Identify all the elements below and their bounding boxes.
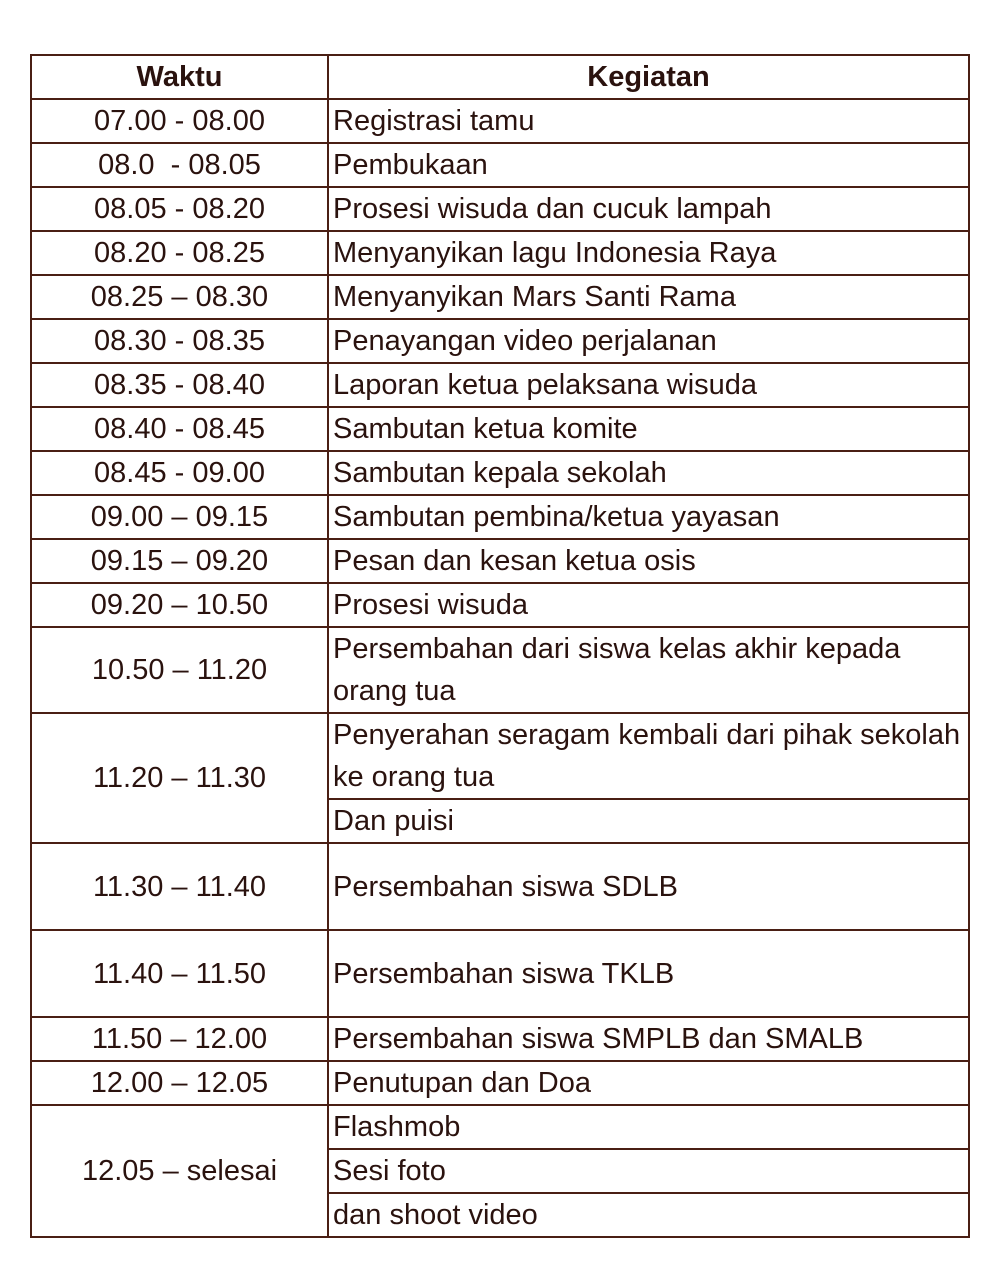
activity-cell: Pesan dan kesan ketua osis [328,539,969,583]
header-kegiatan: Kegiatan [328,55,969,99]
time-cell: 08.45 - 09.00 [31,451,328,495]
time-cell: 09.00 – 09.15 [31,495,328,539]
activity-cell: Persembahan siswa SMPLB dan SMALB [328,1017,969,1061]
activity-cell: Sesi foto [328,1149,969,1193]
activity-cell: Prosesi wisuda [328,583,969,627]
time-cell: 08.40 - 08.45 [31,407,328,451]
time-cell: 12.05 – selesai [31,1105,328,1237]
activity-cell: Sambutan kepala sekolah [328,451,969,495]
activity-cell: Sambutan ketua komite [328,407,969,451]
table-row [31,627,969,713]
activity-cell: Pembukaan [328,143,969,187]
table-row [31,495,969,539]
time-cell: 11.20 – 11.30 [31,713,328,843]
table-row [31,583,969,627]
table-row [31,319,969,363]
table-row [31,1105,969,1149]
activity-cell: Persembahan siswa SDLB [328,843,969,930]
activity-cell: dan shoot video [328,1193,969,1237]
time-cell: 08.30 - 08.35 [31,319,328,363]
schedule-table [30,54,970,1238]
time-cell: 08.20 - 08.25 [31,231,328,275]
time-cell: 09.20 – 10.50 [31,583,328,627]
time-cell: 08.0 - 08.05 [31,143,328,187]
activity-cell: Flashmob [328,1105,969,1149]
table-row [31,1061,969,1105]
time-cell: 12.00 – 12.05 [31,1061,328,1105]
table-row [31,99,969,143]
activity-cell: Menyanyikan Mars Santi Rama [328,275,969,319]
time-cell: 08.05 - 08.20 [31,187,328,231]
time-cell: 11.40 – 11.50 [31,930,328,1017]
table-row [31,275,969,319]
table-row [31,231,969,275]
activity-cell: Registrasi tamu [328,99,969,143]
time-cell: 08.25 – 08.30 [31,275,328,319]
time-cell: 10.50 – 11.20 [31,627,328,713]
table-row [31,143,969,187]
table-row [31,539,969,583]
table-row [31,930,969,1017]
activity-cell: Dan puisi [328,799,969,843]
activity-cell: Laporan ketua pelaksana wisuda [328,363,969,407]
activity-cell: Prosesi wisuda dan cucuk lampah [328,187,969,231]
time-cell: 08.35 - 08.40 [31,363,328,407]
table-row [31,187,969,231]
activity-cell: Penyerahan seragam kembali dari pihak sekolah ke orang tua [328,713,969,799]
time-cell: 11.50 – 12.00 [31,1017,328,1061]
activity-cell: Penayangan video perjalanan [328,319,969,363]
table-row [31,1017,969,1061]
table-row [31,843,969,930]
header-row [31,55,969,99]
activity-cell: Menyanyikan lagu Indonesia Raya [328,231,969,275]
activity-cell: Sambutan pembina/ketua yayasan [328,495,969,539]
time-cell: 11.30 – 11.40 [31,843,328,930]
table-row [31,407,969,451]
activity-cell: Penutupan dan Doa [328,1061,969,1105]
table-row [31,713,969,799]
time-cell: 09.15 – 09.20 [31,539,328,583]
activity-cell: Persembahan dari siswa kelas akhir kepada orang tua [328,627,969,713]
header-waktu: Waktu [31,55,328,99]
table-row [31,363,969,407]
activity-cell: Persembahan siswa TKLB [328,930,969,1017]
time-cell: 07.00 - 08.00 [31,99,328,143]
table-row [31,451,969,495]
